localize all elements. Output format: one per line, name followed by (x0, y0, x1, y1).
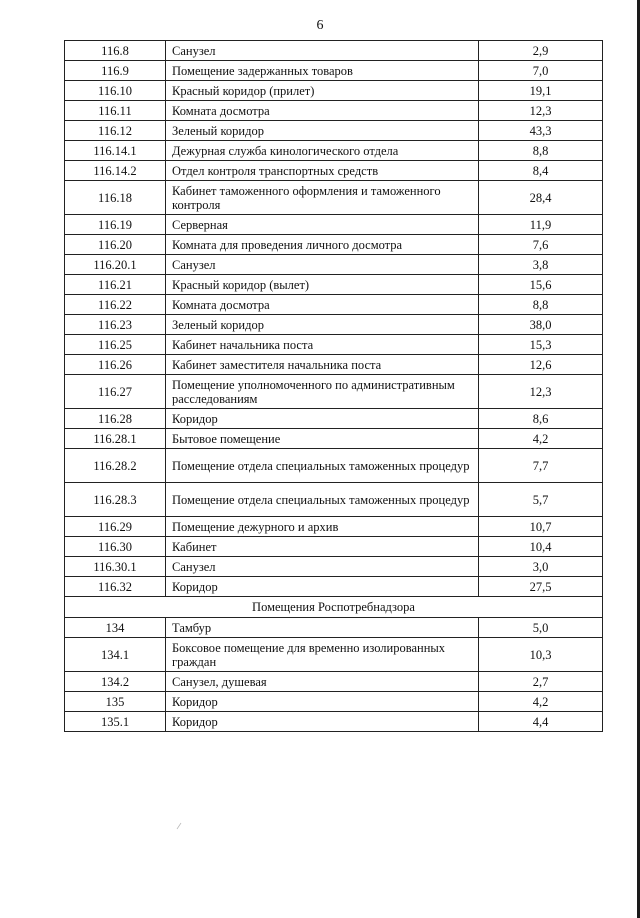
room-name: Бытовое помещение (166, 429, 479, 449)
table-row (65, 537, 603, 557)
room-number: 116.28 (65, 409, 166, 429)
room-number: 116.20.1 (65, 255, 166, 275)
room-number: 116.10 (65, 81, 166, 101)
room-number: 116.27 (65, 375, 166, 409)
room-number: 116.22 (65, 295, 166, 315)
room-name: Коридор (166, 409, 479, 429)
room-area: 8,4 (479, 161, 603, 181)
room-name: Коридор (166, 577, 479, 597)
table-row (65, 449, 603, 483)
room-number: 134 (65, 618, 166, 638)
room-number: 116.21 (65, 275, 166, 295)
room-area: 12,3 (479, 375, 603, 409)
rooms-table-top (65, 41, 603, 597)
table-row (65, 255, 603, 275)
room-area: 8,8 (479, 295, 603, 315)
room-name: Помещение задержанных товаров (166, 61, 479, 81)
room-number: 116.8 (65, 41, 166, 61)
room-area: 12,3 (479, 101, 603, 121)
room-number: 116.30 (65, 537, 166, 557)
room-area: 4,2 (479, 429, 603, 449)
room-name: Комната для проведения личного досмотра (166, 235, 479, 255)
page-number: 6 (316, 18, 324, 33)
room-area: 2,9 (479, 41, 603, 61)
room-area: 8,6 (479, 409, 603, 429)
room-area: 11,9 (479, 215, 603, 235)
table-row (65, 409, 603, 429)
room-area: 7,6 (479, 235, 603, 255)
table-row (65, 81, 603, 101)
room-number: 116.32 (65, 577, 166, 597)
room-name: Комната досмотра (166, 295, 479, 315)
room-name: Помещение отдела специальных таможенных процедур (166, 449, 479, 483)
room-area: 15,3 (479, 335, 603, 355)
room-name: Красный коридор (прилет) (166, 81, 479, 101)
room-name: Кабинет таможенного оформления и таможенного контроля (166, 181, 479, 215)
table-row (65, 315, 603, 335)
room-number: 116.23 (65, 315, 166, 335)
table-row (65, 692, 603, 712)
table-row (65, 672, 603, 692)
room-area: 10,7 (479, 517, 603, 537)
table-row (65, 141, 603, 161)
room-number: 116.11 (65, 101, 166, 121)
room-area: 28,4 (479, 181, 603, 215)
room-name: Зеленый коридор (166, 315, 479, 335)
section-title: Помещения Роспотребнадзора (65, 597, 603, 618)
room-area: 2,7 (479, 672, 603, 692)
room-number: 116.14.2 (65, 161, 166, 181)
table-row (65, 375, 603, 409)
room-number: 135 (65, 692, 166, 712)
room-number: 116.20 (65, 235, 166, 255)
room-area: 4,2 (479, 692, 603, 712)
section-header (65, 597, 603, 618)
room-number: 134.1 (65, 638, 166, 672)
room-name: Санузел (166, 255, 479, 275)
room-area: 8,8 (479, 141, 603, 161)
room-area: 7,0 (479, 61, 603, 81)
room-number: 116.28.1 (65, 429, 166, 449)
table-row (65, 161, 603, 181)
room-name: Комната досмотра (166, 101, 479, 121)
room-number: 116.9 (65, 61, 166, 81)
table-row (65, 335, 603, 355)
table-row (65, 295, 603, 315)
table-row (65, 61, 603, 81)
room-name: Санузел, душевая (166, 672, 479, 692)
table-row (65, 577, 603, 597)
rooms-table (64, 40, 603, 732)
room-name: Помещение отдела специальных таможенных процедур (166, 483, 479, 517)
table-row (65, 41, 603, 61)
room-area: 38,0 (479, 315, 603, 335)
room-number: 116.14.1 (65, 141, 166, 161)
table-row (65, 638, 603, 672)
room-name: Коридор (166, 692, 479, 712)
room-name: Дежурная служба кинологического отдела (166, 141, 479, 161)
room-number: 116.30.1 (65, 557, 166, 577)
room-area: 43,3 (479, 121, 603, 141)
table-row (65, 121, 603, 141)
table-row (65, 235, 603, 255)
table-row (65, 215, 603, 235)
room-number: 116.25 (65, 335, 166, 355)
room-name: Зеленый коридор (166, 121, 479, 141)
room-name: Помещение дежурного и архив (166, 517, 479, 537)
table-row (65, 557, 603, 577)
room-area: 10,4 (479, 537, 603, 557)
room-name: Красный коридор (вылет) (166, 275, 479, 295)
rooms-table-bottom (65, 618, 603, 732)
room-name: Помещение уполномоченного по административным расследованиям (166, 375, 479, 409)
room-area: 7,7 (479, 449, 603, 483)
room-number: 116.18 (65, 181, 166, 215)
room-name: Серверная (166, 215, 479, 235)
room-area: 10,3 (479, 638, 603, 672)
pen-mark (176, 822, 182, 830)
room-number: 116.28.3 (65, 483, 166, 517)
room-area: 3,0 (479, 557, 603, 577)
room-area: 19,1 (479, 81, 603, 101)
room-number: 135.1 (65, 712, 166, 732)
room-number: 116.29 (65, 517, 166, 537)
table-row (65, 517, 603, 537)
room-number: 116.19 (65, 215, 166, 235)
room-name: Санузел (166, 557, 479, 577)
room-name: Кабинет (166, 537, 479, 557)
table-row (65, 618, 603, 638)
room-number: 116.12 (65, 121, 166, 141)
room-name: Кабинет начальника поста (166, 335, 479, 355)
room-area: 4,4 (479, 712, 603, 732)
room-name: Кабинет заместителя начальника поста (166, 355, 479, 375)
table-row (65, 275, 603, 295)
room-area: 3,8 (479, 255, 603, 275)
room-area: 27,5 (479, 577, 603, 597)
room-area: 5,7 (479, 483, 603, 517)
table-row (65, 712, 603, 732)
table-row (65, 429, 603, 449)
room-number: 134.2 (65, 672, 166, 692)
section-row (65, 597, 603, 618)
room-name: Коридор (166, 712, 479, 732)
room-number: 116.26 (65, 355, 166, 375)
room-area: 12,6 (479, 355, 603, 375)
room-area: 5,0 (479, 618, 603, 638)
room-number: 116.28.2 (65, 449, 166, 483)
room-name: Санузел (166, 41, 479, 61)
room-area: 15,6 (479, 275, 603, 295)
table-row (65, 483, 603, 517)
table-row (65, 355, 603, 375)
room-name: Отдел контроля транспортных средств (166, 161, 479, 181)
table-row (65, 101, 603, 121)
room-name: Тамбур (166, 618, 479, 638)
table-row (65, 181, 603, 215)
room-name: Боксовое помещение для временно изолированных граждан (166, 638, 479, 672)
